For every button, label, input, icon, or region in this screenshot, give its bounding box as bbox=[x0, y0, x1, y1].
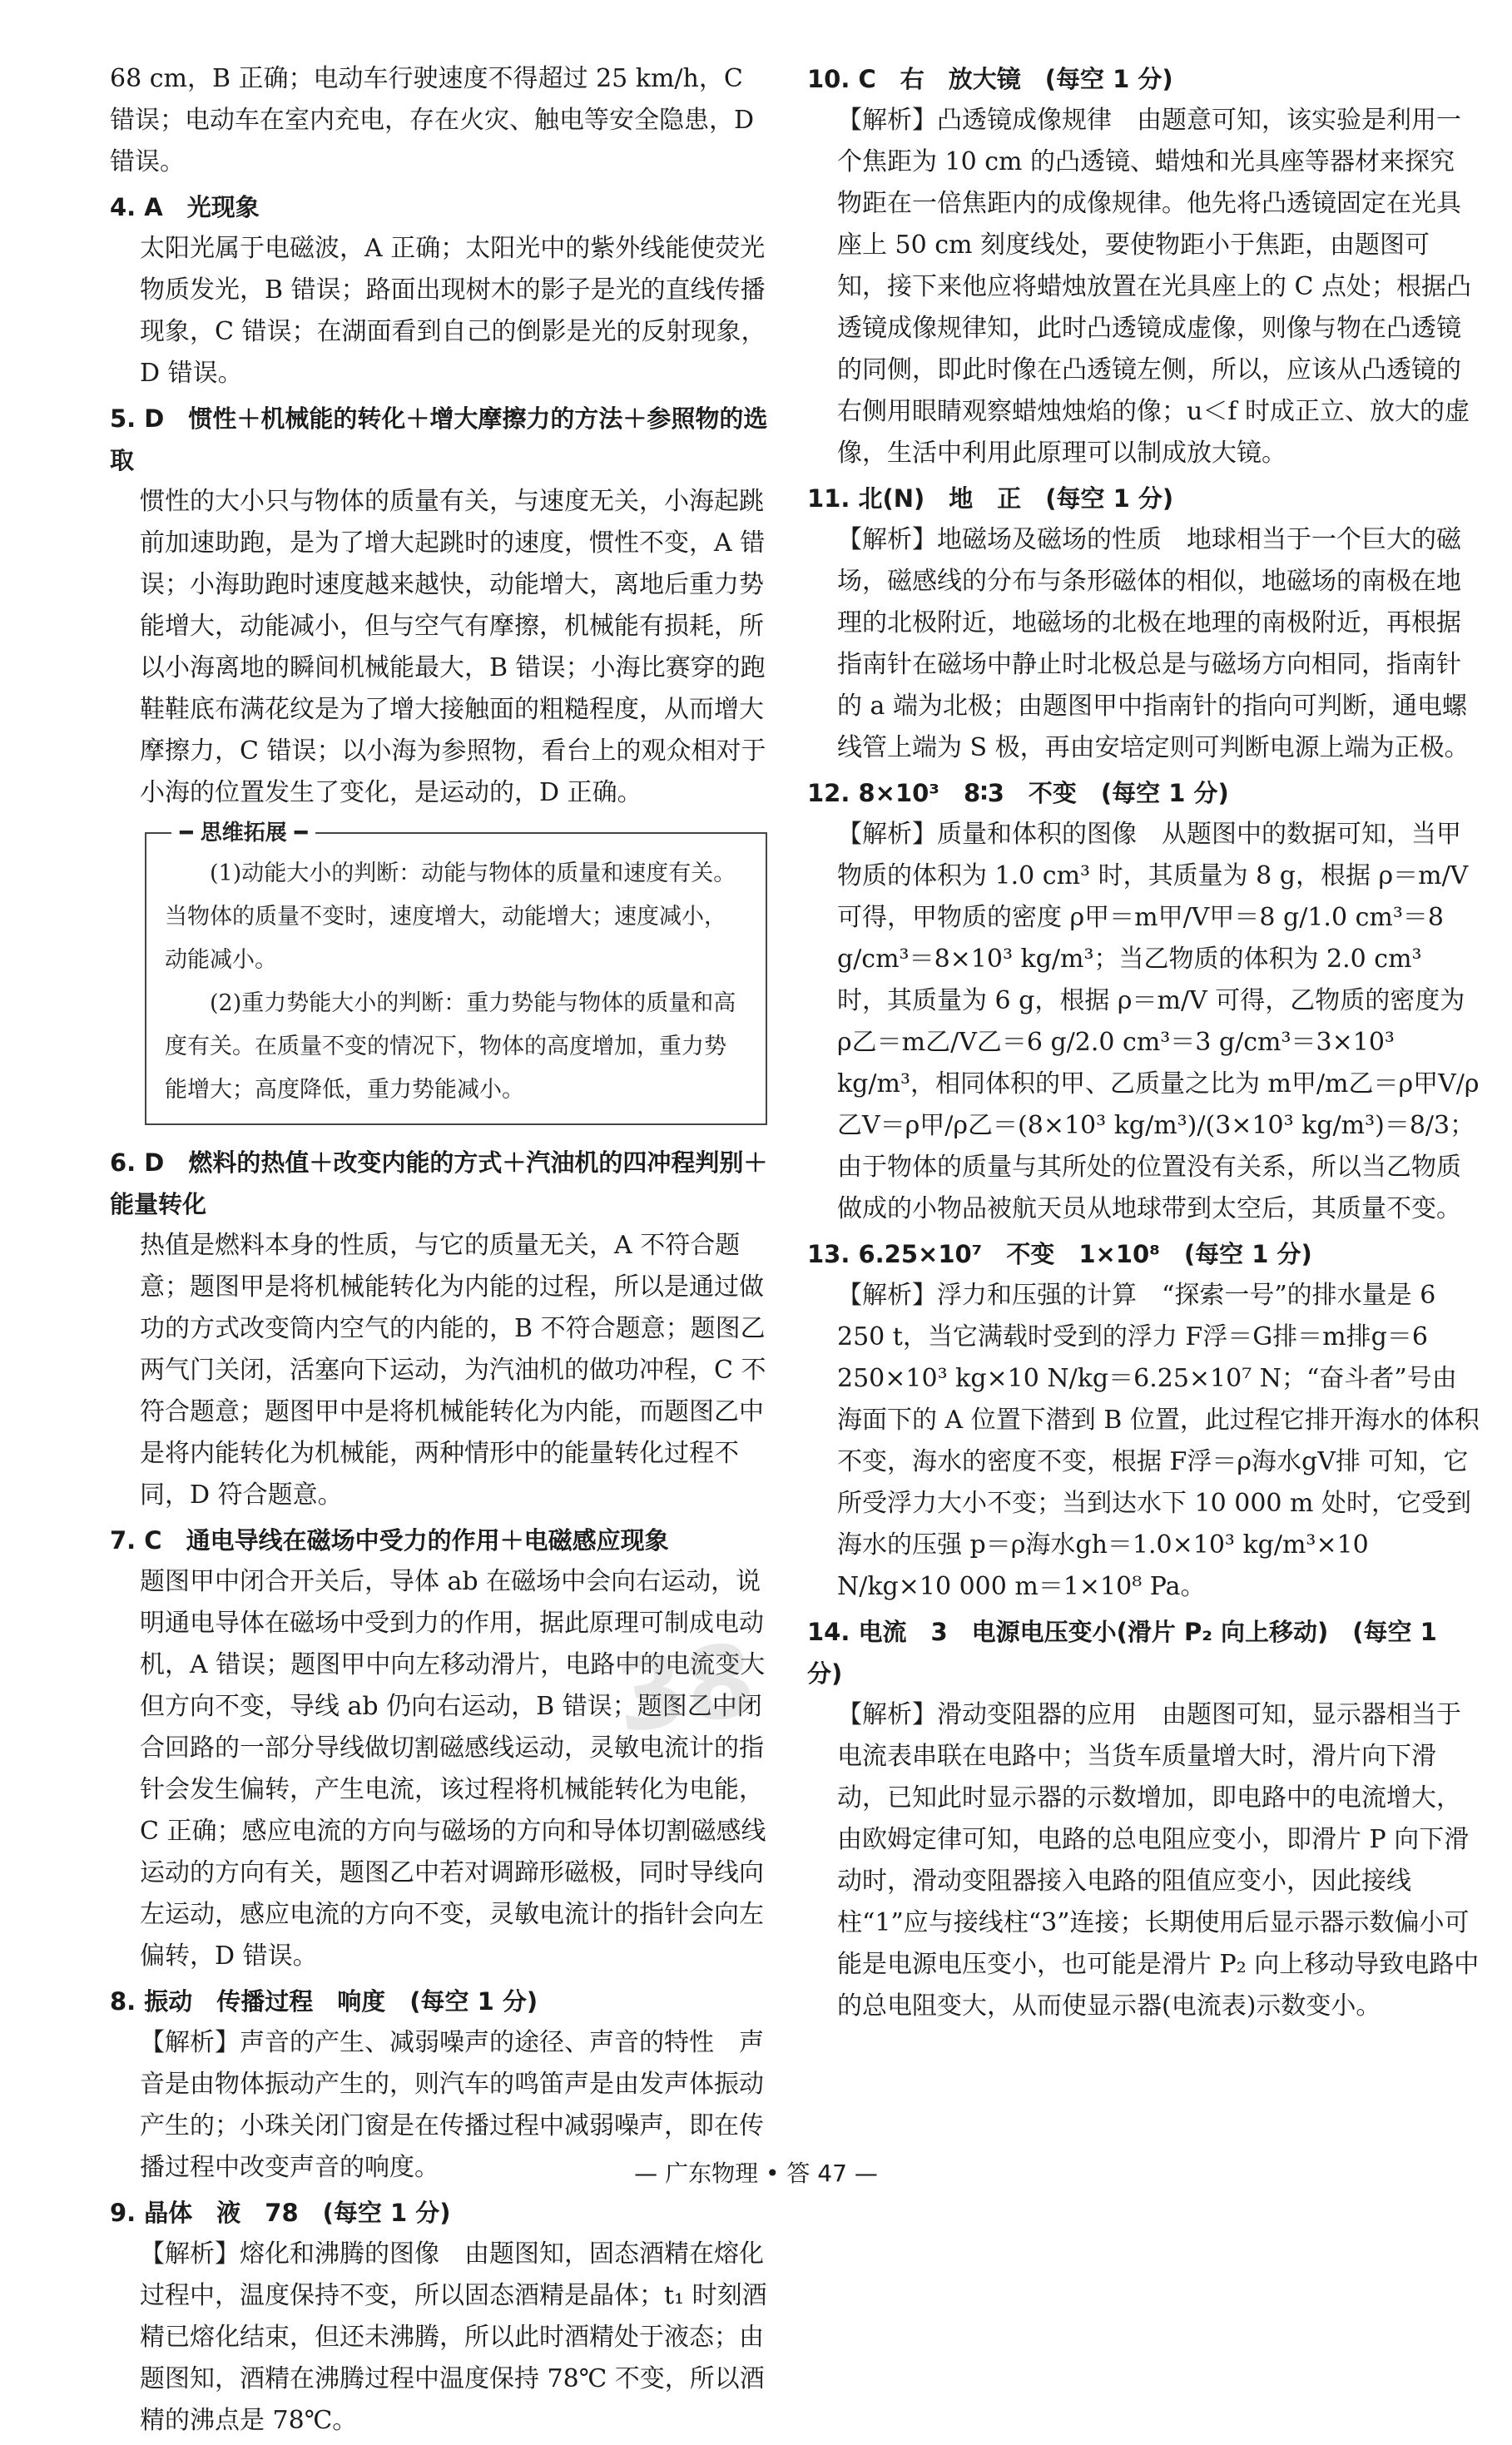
answer-item bbox=[807, 772, 1480, 1230]
answer-explanation: 热值是燃料本身的性质，与它的质量无关，A 不符合题意；题图甲是将机械能转化为内能的过程，所以是通过做功的方式改变筒内空气的内能的，B 不符合题意；题图乙两气门关闭，活塞向下运动，为汽油机的做功冲程，C 不符合题意；题图甲中是将机械能转化为内能，而题图乙中是将内能转化为机械能，两种情形中的能量转化过程不同，D 符合题意。 bbox=[140, 1231, 766, 1510]
answer-explanation: 【解析】凸透镜成像规律 由题意可知，该实验是利用一个焦距为 10 cm 的凸透镜、蜡烛和光具座等器材来探究物距在一倍焦距内的成像规律。他先将凸透镜固定在光具座上 50 cm 刻度线处，要使物距小于焦距，由题图可知，接下来他应将蜡烛放置在光具座上的 C 点处；根据凸透镜成像规律知，此时凸透镜成虚像，则像与物在凸透镜的同侧，即此时像在凸透镜左侧，所以，应该从凸透镜的右侧用眼睛观察蜡烛烛焰的像；u＜f 时成正立、放大的虚像，生活中利用此原理可以制成放大镜。 bbox=[837, 106, 1472, 468]
answer-explanation: 太阳光属于电磁波，A 正确；太阳光中的紫外线能使荧光物质发光，B 错误；路面出现树木的影子是光的直线传播现象，C 错误；在湖面看到自己的倒影是光的反射现象，D 错误。 bbox=[140, 234, 766, 388]
answer-item bbox=[807, 478, 1480, 769]
box-paragraph: (2)重力势能大小的判断：重力势能与物体的质量和高度有关。在质量不变的情况下，物体的高度增加，重力势能增大；高度降低，重力势能减小。 bbox=[165, 990, 736, 1103]
answer-item bbox=[110, 1520, 776, 1977]
answer-text: 68 cm，B 正确；电动车行驶速度不得超过 25 km/h，C 错误；电动车在室内充电，存在火灾、触电等安全隐患，D 错误。 bbox=[110, 64, 755, 176]
answer-heading: 7. C 通电导线在磁场中受力的作用＋电磁感应现象 bbox=[110, 1526, 669, 1555]
left-column bbox=[110, 58, 776, 2445]
answer-explanation: 【解析】浮力和压强的计算 “探索一号”的排水量是 6 250 t，当它满载时受到的浮力 F浮＝G排＝m排g＝6 250×10³ kg×10 N/kg＝6.25×10⁷ N；“奋斗者”号由海面下的 A 位置下潜到 B 位置，此过程它排开海水的体积不变，海水的密度不变，根据 F浮＝ρ海水gV排 可知，它所受浮力大小不变；当到达水下 10 000 m 处时，它受到海水的压强 p＝ρ海水gh＝1.0×10³ kg/m³×10 N/kg×10 000 m＝1×10⁸ Pa。 bbox=[837, 1281, 1480, 1601]
answer-heading: 8. 振动 传播过程 响度 (每空 1 分) bbox=[110, 1987, 538, 2016]
right-column bbox=[807, 58, 1480, 2031]
answer-item bbox=[807, 58, 1480, 474]
answer-item bbox=[110, 2192, 776, 2442]
box-paragraph: (1)动能大小的判断：动能与物体的质量和速度有关。当物体的质量不变时，速度增大，动能增大；速度减小，动能减小。 bbox=[165, 860, 736, 973]
answer-explanation: 【解析】质量和体积的图像 从题图中的数据可知，当甲物质的体积为 1.0 cm³ 时，其质量为 8 g，根据 ρ＝m/V 可得，甲物质的密度 ρ甲＝m甲/V甲＝8 g/1.0 cm³＝8 g/cm³＝8×10³ kg/m³；当乙物质的体积为 2.0 cm³ 时，其质量为 6 g，根据 ρ＝m/V 可得，乙物质的密度为 ρ乙＝m乙/V乙＝6 g/2.0 cm³＝3 g/cm³＝3×10³ kg/m³，相同体积的甲、乙质量之比为 m甲/m乙＝ρ甲V/ρ乙V＝ρ甲/ρ乙＝(8×10³ kg/m³)/(3×10³ kg/m³)＝8/3；由于物体的质量与其所处的位置没有关系，所以当乙物质做成的小物品被航天员从地球带到太空后，其质量不变。 bbox=[837, 820, 1480, 1223]
answer-explanation: 【解析】声音的产生、减弱噪声的途径、声音的特性 声音是由物体振动产生的，则汽车的鸣笛声是由发声体振动产生的；小珠关闭门窗是在传播过程中减弱噪声，即在传播过程中改变声音的响度。 bbox=[140, 2028, 764, 2182]
answer-heading: 14. 电流 3 电源电压变小(滑片 P₂ 向上移动) (每空 1 分) bbox=[807, 1618, 1437, 1688]
answer-heading: 12. 8×10³ 8∶3 不变 (每空 1 分) bbox=[807, 779, 1229, 807]
answer-heading: 5. D 惯性＋机械能的转化＋增大摩擦力的方法＋参照物的选取 bbox=[110, 404, 768, 474]
thinking-extension-box bbox=[145, 821, 767, 1125]
answer-explanation: 【解析】地磁场及磁场的性质 地球相当于一个巨大的磁场，磁感线的分布与条形磁体的相似，地磁场的南极在地理的北极附近，地磁场的北极在地理的南极附近，再根据指南针在磁场中静止时北极总是与磁场方向相同，指南针的 a 端为北极；由题图甲中指南针的指向可判断，通电螺线管上端为 S 极，再由安培定则可判断电源上端为正极。 bbox=[837, 525, 1470, 762]
answer-heading: 13. 6.25×10⁷ 不变 1×10⁸ (每空 1 分) bbox=[807, 1240, 1312, 1268]
answer-item bbox=[110, 1142, 776, 1516]
answer-item bbox=[807, 1611, 1480, 2027]
answer-item bbox=[807, 1233, 1480, 1608]
answer-explanation: 【解析】熔化和沸腾的图像 由题图知，固态酒精在熔化过程中，温度保持不变，所以固态酒精是晶体；t₁ 时刻酒精已熔化结束，但还未沸腾，所以此时酒精处于液态；由题图知，酒精在沸腾过程中温度保持 78℃ 不变，所以酒精的沸点是 78℃。 bbox=[140, 2239, 767, 2435]
column-divider bbox=[792, 58, 793, 2130]
answer-heading: 9. 晶体 液 78 (每空 1 分) bbox=[110, 2199, 451, 2227]
answer-heading: 10. C 右 放大镜 (每空 1 分) bbox=[807, 65, 1173, 93]
answer-item bbox=[110, 398, 776, 814]
answer-item bbox=[110, 186, 776, 394]
answer-explanation: 惯性的大小只与物体的质量有关，与速度无关，小海起跳前加速助跑，是为了增大起跳时的速度，惯性不变，A 错误；小海助跑时速度越来越快，动能增大，离地后重力势能增大，动能减小，但与空气有摩擦，机械能有损耗，所以小海离地的瞬间机械能最大，B 错误；小海比赛穿的跑鞋鞋底布满花纹是为了增大接触面的粗糙程度，从而增大摩擦力，C 错误；以小海为参照物，看台上的观众相对于小海的位置发生了变化，是运动的，D 正确。 bbox=[140, 487, 766, 807]
answer-explanation: 【解析】滑动变阻器的应用 由题图可知，显示器相当于电流表串联在电路中；当货车质量增大时，滑片向下滑动，已知此时显示器的示数增加，即电路中的电流增大，由欧姆定律可知，电路的总电阻应变小，即滑片 P 向下滑动时，滑动变阻器接入电路的阻值应变小，因此接线柱“1”应与接线柱“3”连接；长期使用后显示器示数偏小可能是电源电压变小，也可能是滑片 P₂ 向上移动导致电路中的总电阻变大，从而使显示器(电流表)示数变小。 bbox=[837, 1700, 1480, 2021]
watermark-icon: 38 bbox=[608, 1622, 762, 1756]
box-title: ━ 思维拓展 ━ bbox=[171, 819, 315, 847]
answer-heading: 11. 北(N) 地 正 (每空 1 分) bbox=[807, 484, 1174, 513]
answer-heading: 6. D 燃料的热值＋改变内能的方式＋汽油机的四冲程判别＋能量转化 bbox=[110, 1148, 768, 1218]
answer-heading: 4. A 光现象 bbox=[110, 193, 260, 221]
answer-explanation: 题图甲中闭合开关后，导体 ab 在磁场中会向右运动，说明通电导体在磁场中受到力的作用，据此原理可制成电动机，A 错误；题图甲中向左移动滑片，电路中的电流变大但方向不变，导线 ab 仍向右运动，B 错误；题图乙中闭合回路的一部分导线做切割磁感线运动，灵敏电流计的指针会发生偏转，产生电流，该过程将机械能转化为电能，C 正确；感应电流的方向与磁场的方向和导体切割磁感线运动的方向有关，题图乙中若对调蹄形磁极，同时导线向左运动，感应电流的方向不变，灵敏电流计的指针会向左偏转，D 错误。 bbox=[140, 1567, 766, 1971]
page-footer: — 广东物理 • 答 47 — bbox=[634, 2160, 878, 2187]
